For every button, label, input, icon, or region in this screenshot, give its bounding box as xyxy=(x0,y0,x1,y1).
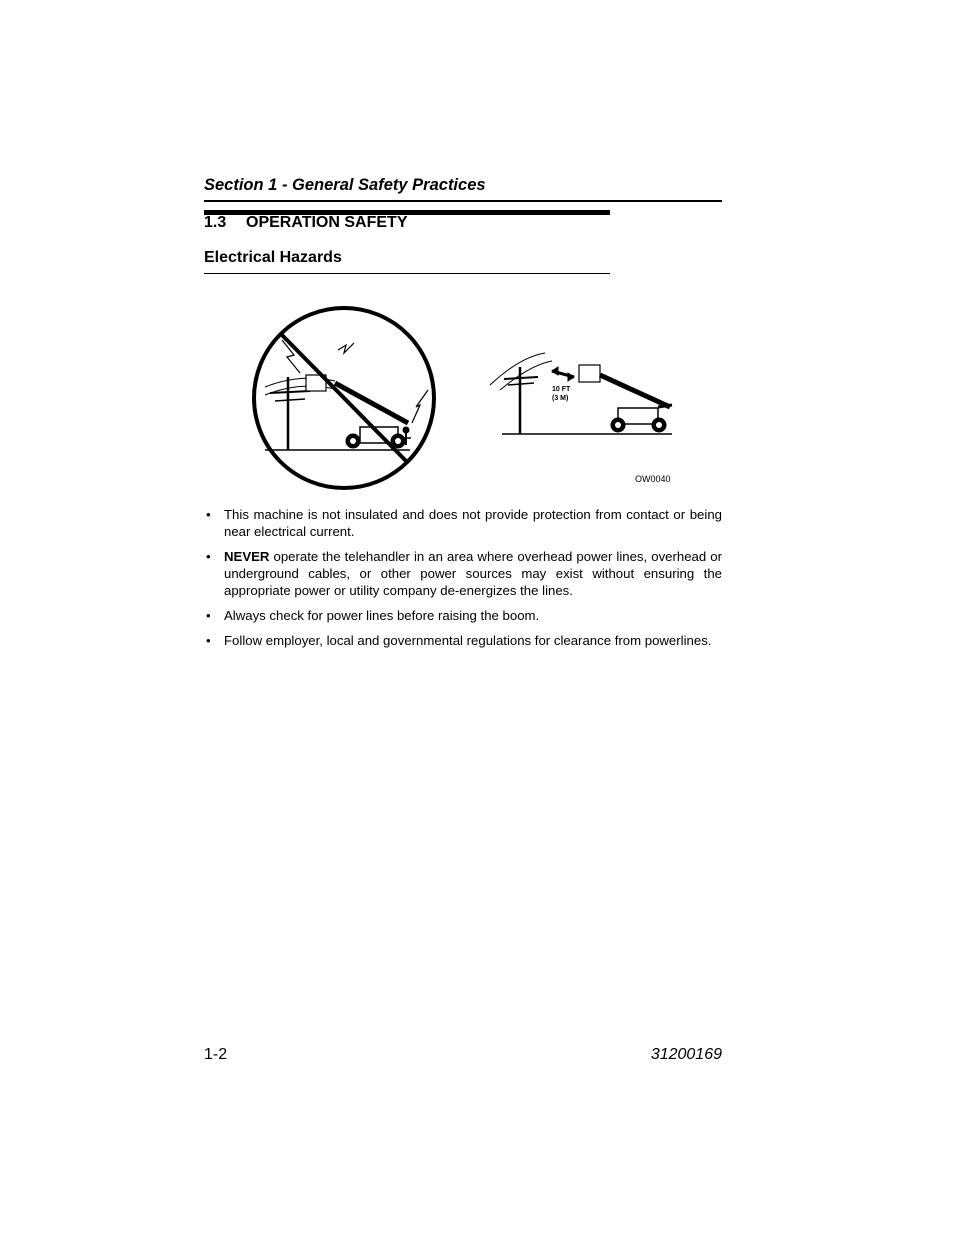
bullet-emphasis: NEVER xyxy=(224,549,270,564)
section-number: 1.3 xyxy=(204,214,227,231)
header-rule xyxy=(204,200,722,202)
safe-clearance-illustration xyxy=(490,353,672,434)
bullet-text: Follow employer, local and governmental regulations for clearance from powerlines. xyxy=(224,633,712,648)
list-item: • Follow employer, local and governmental regulations for clearance from powerlines. xyxy=(206,633,712,648)
document-number: 31200169 xyxy=(650,1046,722,1063)
prohibited-scene-illustration xyxy=(254,308,434,488)
figure-code: OW0040 xyxy=(635,474,671,484)
section-title xyxy=(204,214,408,232)
clearance-distance-m: (3 M) xyxy=(552,395,569,402)
list-item: • This machine is not insulated and does not provide protection from contact or being near electrical current. xyxy=(206,507,722,539)
bullet-text: This machine is not insulated and does not provide protection from contact or being near electrical current. xyxy=(224,507,722,539)
subsection-rule xyxy=(204,273,610,274)
electrical-hazard-figure xyxy=(240,295,690,495)
section-header: Section 1 - General Safety Practices xyxy=(204,176,486,194)
section-title-text: OPERATION SAFETY xyxy=(246,214,408,231)
list-item: • Always check for power lines before raising the boom. xyxy=(206,608,540,623)
bullet-text: operate the telehandler in an area where overhead power lines, overhead or underground cables, or other power sources may exist without ensuring the appropriate power or utility company de-energizes the lines. xyxy=(224,549,722,598)
subsection-heading: Electrical Hazards xyxy=(204,249,342,266)
safety-bullet-list xyxy=(204,506,722,657)
bullet-text: Always check for power lines before raising the boom. xyxy=(224,608,540,623)
list-item: • NEVER operate the telehandler in an area where overhead power lines, overhead or underground cables, or other power sources may exist without ensuring the appropriate power or utility company de-energizes the lines. xyxy=(206,549,722,598)
clearance-distance-ft: 10 FT xyxy=(552,386,571,393)
page-number: 1-2 xyxy=(204,1046,228,1063)
